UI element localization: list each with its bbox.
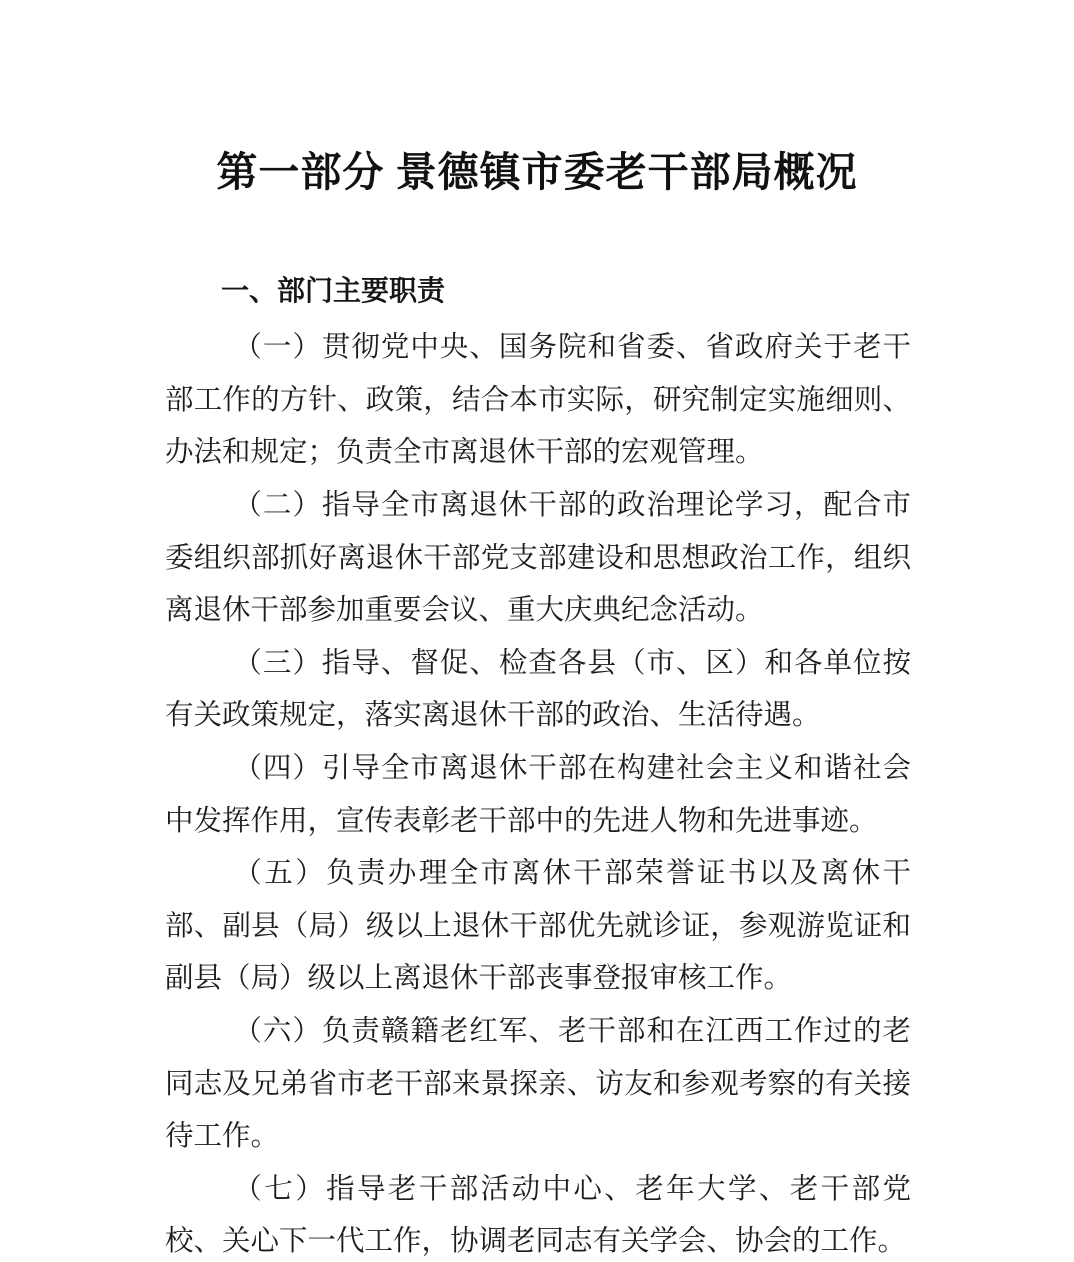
section-heading: 一、部门主要职责 — [221, 275, 446, 306]
document-body — [165, 322, 911, 1262]
paragraph-duty-2: （二）指导全市离退休干部的政治理论学习，配合市委组织部抓好离退休干部党支部建设和思想政治工作，组织离退休干部参加重要会议、重大庆典纪念活动。 — [165, 489, 911, 627]
paragraph-duty-5: （五）负责办理全市离休干部荣誉证书以及离休干部、副县（局）级以上退休干部优先就诊证，参观游览证和副县（局）级以上离退休干部丧事登报审核工作。 — [165, 858, 911, 995]
paragraph-duty-1: （一）贯彻党中央、国务院和省委、省政府关于老干部工作的方针、政策，结合本市实际，研究制定实施细则、办法和规定；负责全市离退休干部的宏观管理。 — [165, 332, 911, 469]
document-title: 第一部分 景德镇市委老干部局概况 — [216, 149, 858, 195]
paragraph-duty-6: （六）负责赣籍老红军、老干部和在江西工作过的老同志及兄弟省市老干部来景探亲、访友和参观考察的有关接待工作。 — [165, 1015, 911, 1153]
paragraph-duty-3: （三）指导、督促、检查各县（市、区）和各单位按有关政策规定，落实离退休干部的政治、生活待遇。 — [165, 647, 911, 732]
paragraph-duty-7: （七）指导老干部活动中心、老年大学、老干部党校、关心下一代工作，协调老同志有关学会、协会的工作。 — [165, 1173, 911, 1258]
paragraph-duty-4: （四）引导全市离退休干部在构建社会主义和谐社会中发挥作用，宣传表彰老干部中的先进人物和先进事迹。 — [165, 752, 911, 837]
